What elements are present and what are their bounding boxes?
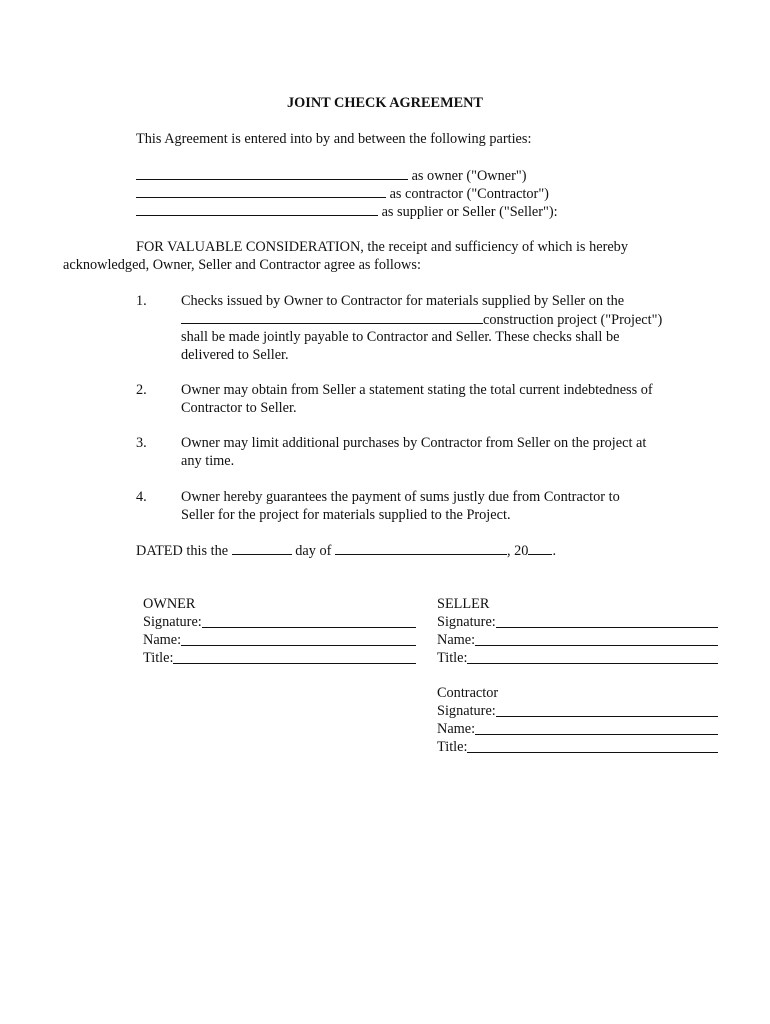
party-contractor-line xyxy=(136,184,549,203)
owner-title-row xyxy=(143,649,416,667)
clause-1-line-4: delivered to Seller. xyxy=(181,347,289,363)
party-owner-line xyxy=(136,166,526,185)
consideration-line-2: acknowledged, Owner, Seller and Contractor agree as follows: xyxy=(63,257,421,273)
owner-signature-row xyxy=(143,613,416,631)
contractor-heading-row xyxy=(437,684,718,702)
dated-end: . xyxy=(552,543,557,559)
clause-3-number: 3. xyxy=(136,435,147,451)
consideration-line-1: FOR VALUABLE CONSIDERATION, the receipt and sufficiency of which is hereby xyxy=(136,239,628,255)
owner-signature-block xyxy=(143,595,416,667)
seller-title-row xyxy=(437,649,718,667)
seller-name-row xyxy=(437,631,718,649)
day-blank[interactable] xyxy=(232,541,292,555)
owner-name-field[interactable] xyxy=(181,632,416,646)
owner-heading: OWNER xyxy=(143,596,196,612)
contractor-title-row xyxy=(437,738,718,756)
clause-4-number: 4. xyxy=(136,489,147,505)
clause-1-number: 1. xyxy=(136,293,147,309)
owner-name-blank[interactable] xyxy=(136,166,408,180)
seller-signature-field[interactable] xyxy=(496,614,718,628)
month-blank[interactable] xyxy=(335,541,507,555)
dated-prefix: DATED this the xyxy=(136,543,232,559)
owner-title-label: Title: xyxy=(143,650,174,666)
clause-1-line-3: shall be made jointly payable to Contractor and Seller. These checks shall be xyxy=(181,329,620,345)
party-owner-label: as owner ("Owner") xyxy=(408,168,527,184)
seller-name-blank[interactable] xyxy=(136,202,378,216)
dated-middle: day of xyxy=(291,543,335,559)
owner-signature-label: Signature: xyxy=(143,614,202,630)
document-title: JOINT CHECK AGREEMENT xyxy=(287,95,483,111)
seller-signature-label: Signature: xyxy=(437,614,496,630)
contractor-title-label: Title: xyxy=(437,739,468,755)
contractor-name-blank[interactable] xyxy=(136,184,386,198)
contractor-title-field[interactable] xyxy=(467,739,718,753)
clause-3-line-1: Owner may limit additional purchases by Contractor from Seller on the project at xyxy=(181,435,647,451)
seller-title-field[interactable] xyxy=(467,650,718,664)
clause-2-number: 2. xyxy=(136,382,147,398)
seller-title-label: Title: xyxy=(437,650,468,666)
contractor-signature-label: Signature: xyxy=(437,703,496,719)
party-seller-line xyxy=(136,202,558,221)
owner-heading-row xyxy=(143,595,416,613)
dated-line xyxy=(136,541,556,560)
contractor-signature-field[interactable] xyxy=(496,703,718,717)
contractor-name-label: Name: xyxy=(437,721,476,737)
seller-signature-block xyxy=(437,595,718,667)
seller-name-field[interactable] xyxy=(475,632,718,646)
owner-name-label: Name: xyxy=(143,632,182,648)
contractor-signature-block xyxy=(437,684,718,756)
clause-1-line-2 xyxy=(181,310,662,329)
owner-name-row xyxy=(143,631,416,649)
seller-heading: SELLER xyxy=(437,596,490,612)
dated-year-prefix: , 20 xyxy=(506,543,529,559)
contractor-name-field[interactable] xyxy=(475,721,718,735)
clause-4-line-1: Owner hereby guarantees the payment of sums justly due from Contractor to xyxy=(181,489,620,505)
year-blank[interactable] xyxy=(528,541,552,555)
intro-text: This Agreement is entered into by and between the following parties: xyxy=(136,131,532,147)
party-contractor-label: as contractor ("Contractor") xyxy=(386,186,549,202)
clause-3-line-2: any time. xyxy=(181,453,235,469)
project-name-blank[interactable] xyxy=(181,310,483,324)
seller-signature-row xyxy=(437,613,718,631)
clause-1-line-1: Checks issued by Owner to Contractor for materials supplied by Seller on the xyxy=(181,293,625,309)
clause-2-line-2: Contractor to Seller. xyxy=(181,400,297,416)
clause-2-line-1: Owner may obtain from Seller a statement stating the total current indebtedness of xyxy=(181,382,653,398)
seller-heading-row xyxy=(437,595,718,613)
contractor-name-row xyxy=(437,720,718,738)
clause-1-project-label: construction project ("Project") xyxy=(483,312,663,328)
owner-title-field[interactable] xyxy=(173,650,416,664)
owner-signature-field[interactable] xyxy=(202,614,416,628)
contractor-heading: Contractor xyxy=(437,685,499,701)
contractor-signature-row xyxy=(437,702,718,720)
seller-name-label: Name: xyxy=(437,632,476,648)
party-seller-label: as supplier or Seller ("Seller"): xyxy=(378,204,558,220)
clause-4-line-2: Seller for the project for materials supplied to the Project. xyxy=(181,507,511,523)
